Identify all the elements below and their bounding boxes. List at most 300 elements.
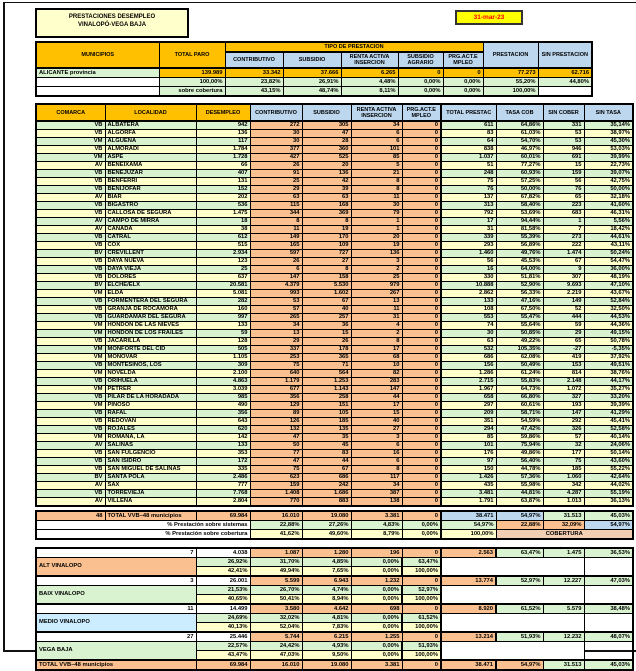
sin-cober-value: 223 <box>543 202 584 210</box>
tasa-cob-value: 49,86% <box>496 450 543 458</box>
col-header-comarca: COMARCA <box>36 104 105 121</box>
desempleo-value: 1.728 <box>196 154 250 162</box>
renta-activa-value: 6 <box>351 130 402 138</box>
localidad-name: DOLORES <box>105 274 196 282</box>
municipality-row <box>36 162 633 170</box>
province-cobertura-value: 100,00% <box>483 87 538 97</box>
comarca-value: 4.642 <box>302 604 351 614</box>
province-cobertura-value <box>538 87 592 97</box>
localidad-name: COX <box>105 242 196 250</box>
localidad-name: DAYA NUEVA <box>105 258 196 266</box>
renta-activa-value: 25 <box>351 274 402 282</box>
pct-cobertura-value: 49,60% <box>302 530 351 540</box>
comarca-value: 1.255 <box>351 632 402 642</box>
province-pct-value: 55,20% <box>483 78 538 87</box>
comarca-code: VM <box>36 370 105 378</box>
sin-tasa-value: 49,51% <box>584 362 633 370</box>
comarca-pct-value: 63,47% <box>402 558 441 567</box>
prg-act-empleo-value: 0 <box>402 258 441 266</box>
province-cobertura-value: 0,00% <box>443 87 483 97</box>
comarca-pct-value: 26,70% <box>250 586 302 595</box>
desempleo-value: 38 <box>196 226 250 234</box>
comarca-label: VEGA BAJA <box>36 642 196 661</box>
comarca-value: 0 <box>402 576 441 586</box>
prg-act-empleo-value: 0 <box>402 218 441 226</box>
subsidio-value: 257 <box>302 314 351 322</box>
municipality-row <box>36 146 633 154</box>
desempleo-value: 997 <box>196 314 250 322</box>
province-value: 0 <box>398 68 443 78</box>
subsidio-value: 45 <box>302 442 351 450</box>
empty-cell <box>36 78 159 87</box>
contributivo-value: 34 <box>250 322 302 330</box>
renta-activa-value: 6 <box>351 442 402 450</box>
total-prestac-value: 611 <box>441 121 496 130</box>
localidad-name: ROJALES <box>105 426 196 434</box>
comarca-pct-value: 4,93% <box>302 642 351 651</box>
renta-activa-value: 2 <box>351 266 402 274</box>
prg-act-empleo-value: 0 <box>402 474 441 482</box>
desempleo-value: 160 <box>196 306 250 314</box>
desempleo-value: 202 <box>196 194 250 202</box>
prg-act-empleo-value: 0 <box>402 490 441 498</box>
sin-cober-value: 222 <box>543 242 584 250</box>
renta-activa-value: 11 <box>351 306 402 314</box>
renta-activa-value: 1 <box>351 218 402 226</box>
tasa-cob-value: 56,40% <box>496 458 543 466</box>
pct-cobertura-value: 8,79% <box>351 530 402 540</box>
sin-cober-value: 331 <box>543 121 584 130</box>
contributivo-value: 159 <box>250 482 302 490</box>
pct-sistemas-value: 27,26% <box>302 521 351 530</box>
desempleo-value: 637 <box>196 274 250 282</box>
comarca-value: 6.215 <box>302 632 351 642</box>
municipality-row <box>36 250 633 258</box>
desempleo-value: 4.863 <box>196 378 250 386</box>
prg-act-empleo-value: 0 <box>402 378 441 386</box>
subsidio-value: 36 <box>302 322 351 330</box>
comarca-code: AV <box>36 482 105 490</box>
renta-activa-value: 19 <box>351 242 402 250</box>
prg-act-empleo-value: 0 <box>402 402 441 410</box>
report-date: 31-mar-23 <box>455 10 523 25</box>
contributivo-value: 75 <box>250 466 302 474</box>
col-header-renta-activa: RENTA ACTIVA INSERCION <box>341 52 398 68</box>
subsidio-value: 686 <box>302 474 351 482</box>
municipality-row <box>36 490 633 498</box>
municipality-row <box>36 450 633 458</box>
sin-cober-value: 4.287 <box>543 490 584 498</box>
total-prestac-value: 1.791 <box>441 498 496 507</box>
localidad-name: CREVILLENT <box>105 250 196 258</box>
desempleo-value: 309 <box>196 362 250 370</box>
comarca-value: 6.943 <box>302 576 351 586</box>
sin-tasa-value: 43,67% <box>584 290 633 298</box>
sin-tasa-value: 47,10% <box>584 282 633 290</box>
comarca-code: VB <box>36 266 105 274</box>
comarca-code: AV <box>36 226 105 234</box>
municipality-row <box>36 226 633 234</box>
tasa-cob-value: 45,53% <box>496 258 543 266</box>
municipality-row <box>36 402 633 410</box>
localidad-name: MONFORTE DEL CID <box>105 346 196 354</box>
total-prestac-value: 209 <box>441 410 496 418</box>
municipality-row <box>36 290 633 298</box>
comarca-value: 1.280 <box>302 548 351 558</box>
province-pct-value: 100,00% <box>159 78 225 87</box>
contributivo-value: 1.408 <box>250 490 302 498</box>
col-header-total-paro: TOTAL PARO <box>159 42 225 68</box>
col-header-subsidio-agrario: SUBSIDIO AGRARIO <box>398 52 443 68</box>
municipality-row <box>36 482 633 490</box>
municipality-row <box>36 378 633 386</box>
comarca-code: VB <box>36 186 105 194</box>
localidad-name: ROMANA, LA <box>105 434 196 442</box>
comarca-value: 8.920 <box>441 604 496 614</box>
total-prestac-value: 16 <box>441 266 496 274</box>
contributivo-value: 129 <box>250 402 302 410</box>
province-pct-value: 44,80% <box>538 78 592 87</box>
contributivo-value: 377 <box>250 146 302 154</box>
tasa-cob-value: 49,76% <box>496 250 543 258</box>
municipality-row <box>36 362 633 370</box>
sin-cober-value: 326 <box>543 426 584 434</box>
comarca-code: VB <box>36 121 105 130</box>
sin-cober-value: 59 <box>543 322 584 330</box>
renta-activa-value: 101 <box>351 146 402 154</box>
subsidio-value: 151 <box>302 402 351 410</box>
total-prestac-value: 3.481 <box>441 490 496 498</box>
tasa-cob-value: 55,83% <box>496 378 543 386</box>
province-value: 0 <box>443 68 483 78</box>
comarca-value: 5.599 <box>250 576 302 586</box>
renta-activa-value: 79 <box>351 210 402 218</box>
municipality-row <box>36 186 633 194</box>
localidad-name: BENEIXAMA <box>105 162 196 170</box>
summary-total-row <box>36 660 633 670</box>
contributivo-value: 47 <box>250 458 302 466</box>
tasa-cob-value: 66,80% <box>496 394 543 402</box>
municipality-row <box>36 354 633 362</box>
summary-total-value: 31.513 <box>543 660 584 670</box>
municipality-row <box>36 258 633 266</box>
total-prestac-value: 351 <box>441 418 496 426</box>
sin-tasa-value: 55,22% <box>584 466 633 474</box>
comarca-pct-sistemas-row <box>36 558 633 567</box>
municipality-row <box>36 210 633 218</box>
province-value: 139.989 <box>159 68 225 78</box>
comarca-label: MEDIO VINALOPO <box>36 614 196 633</box>
total-prestac-value: 176 <box>441 450 496 458</box>
total-prestac-value: 150 <box>441 466 496 474</box>
prg-act-empleo-value: 0 <box>402 386 441 394</box>
comarca-code: VM <box>36 434 105 442</box>
prg-act-empleo-value: 0 <box>402 186 441 194</box>
tasa-cob-value: 63,87% <box>496 498 543 507</box>
prg-act-empleo-value: 0 <box>402 282 441 290</box>
contributivo-value: 993 <box>250 290 302 298</box>
prg-act-empleo-value: 0 <box>402 138 441 146</box>
prg-act-empleo-value: 0 <box>402 234 441 242</box>
pct-sistemas-value: 22,88% <box>250 521 302 530</box>
contributivo-value: 337 <box>250 346 302 354</box>
comarca-pct-value: 50,41% <box>250 595 302 605</box>
total-value: 0 <box>402 511 441 521</box>
contributivo-value: 427 <box>250 154 302 162</box>
comarca-code: VM <box>36 322 105 330</box>
subsidio-value: 369 <box>302 210 351 218</box>
municipality-row <box>36 282 633 290</box>
comarca-value: 698 <box>351 604 402 614</box>
subsidio-value: 109 <box>302 242 351 250</box>
prg-act-empleo-value: 0 <box>402 434 441 442</box>
municipality-row <box>36 410 633 418</box>
renta-activa-value: 3 <box>351 434 402 442</box>
total-value: 3.381 <box>351 511 402 521</box>
province-value: 33.342 <box>225 68 283 78</box>
sin-tasa-value: 36,00% <box>584 266 633 274</box>
tasa-cob-value: 64,73% <box>496 386 543 394</box>
sin-tasa-value: -5,35% <box>584 346 633 354</box>
comarca-paro-total: 14.499 <box>196 604 250 614</box>
comarca-pct-value: 49,94% <box>250 567 302 577</box>
desempleo-value: 777 <box>196 482 250 490</box>
renta-activa-value: 68 <box>351 354 402 362</box>
comarca-pct-value: 100,00% <box>402 651 441 661</box>
tasa-cob-value: 58,40% <box>496 202 543 210</box>
localidad-name: MONÓVAR <box>105 354 196 362</box>
subsidio-value: 883 <box>302 498 351 507</box>
totals-table <box>35 510 634 540</box>
summary-total-label: TOTAL VVB–48 municipios <box>36 660 196 670</box>
tasa-cob-value: 55,98% <box>496 482 543 490</box>
total-prestac-value: 17 <box>441 218 496 226</box>
comarca-code: VM <box>36 402 105 410</box>
municipality-row <box>36 306 633 314</box>
sin-tasa-value: 50,24% <box>584 250 633 258</box>
localidad-name: ALGORFA <box>105 130 196 138</box>
col-header-subsidio: SUBSIDIO <box>283 52 341 68</box>
prg-act-empleo-value: 0 <box>402 394 441 402</box>
contributivo-value: 63 <box>250 194 302 202</box>
contributivo-value: 147 <box>250 274 302 282</box>
sin-tasa-value: 37,92% <box>584 354 633 362</box>
comarca-value: 0 <box>402 604 441 614</box>
prg-act-empleo-value: 0 <box>402 202 441 210</box>
comarca-code: VB <box>36 450 105 458</box>
tasa-cob-value: 50,00% <box>496 186 543 194</box>
prg-act-empleo-value: 0 <box>402 274 441 282</box>
empty-cell <box>441 586 584 605</box>
comarca-code: VB <box>36 458 105 466</box>
province-pct-row <box>36 78 592 87</box>
subsidio-value: 258 <box>302 394 351 402</box>
sin-tasa-value: 41,29% <box>584 410 633 418</box>
localidad-name: CAMPO DE MIRRA <box>105 218 196 226</box>
municipality-row <box>36 121 633 130</box>
renta-activa-value: 138 <box>351 498 402 507</box>
municipality-row <box>36 338 633 346</box>
sin-tasa-value: 33,20% <box>584 394 633 402</box>
comarca-code: VM <box>36 330 105 338</box>
total-prestac-value: 31 <box>441 226 496 234</box>
municipality-row <box>36 386 633 394</box>
localidad-name: ALGUEÑA <box>105 138 196 146</box>
sin-tasa-value: 55,19% <box>584 490 633 498</box>
comarca-code: AV <box>36 442 105 450</box>
total-prestac-value: 2.862 <box>441 290 496 298</box>
total-prestac-value: 63 <box>441 338 496 346</box>
desempleo-value: 172 <box>196 458 250 466</box>
municipality-row <box>36 346 633 354</box>
localidad-name: CAÑADA <box>105 226 196 234</box>
comarca-pct-sistemas-row <box>36 642 633 651</box>
sin-cober-value: 153 <box>543 362 584 370</box>
prg-act-empleo-value: 0 <box>402 346 441 354</box>
col-header-contributivo: CONTRIBUTIVO <box>225 52 283 68</box>
summary-total-value: 3.381 <box>351 660 402 670</box>
prg-act-empleo-value: 0 <box>402 250 441 258</box>
subsidio-value: 168 <box>302 202 351 210</box>
province-pct-value: 0,00% <box>398 78 443 87</box>
total-value: 16.010 <box>250 511 302 521</box>
comarca-pct-value: 0,00% <box>351 586 402 595</box>
comarca-value: 12.232 <box>543 632 584 642</box>
comarca-value: 13.214 <box>441 632 496 642</box>
sin-cober-value: 7 <box>543 226 584 234</box>
desempleo-value: 133 <box>196 322 250 330</box>
total-prestac-value: 838 <box>441 146 496 154</box>
sin-cober-value: 419 <box>543 354 584 362</box>
comarca-code: VM <box>36 386 105 394</box>
sin-cober-value: 52 <box>543 306 584 314</box>
prg-act-empleo-value: 0 <box>402 290 441 298</box>
total-value: 31.513 <box>543 511 584 521</box>
sin-tasa-value: 40,14% <box>584 434 633 442</box>
desempleo-value: 142 <box>196 434 250 442</box>
renta-activa-value: 34 <box>351 482 402 490</box>
total-value: 54,97% <box>496 511 543 521</box>
tasa-cob-value: 64,00% <box>496 266 543 274</box>
col-header-sin-tasa: SIN TASA <box>584 104 633 121</box>
municipalities-table <box>35 103 634 507</box>
localidad-name: HONDÓN DE LAS NIEVES <box>105 322 196 330</box>
col-header-contributivo-2: CONTRIBUTIVO <box>250 104 302 121</box>
comarca-code: BV <box>36 282 105 290</box>
desempleo-value: 123 <box>196 258 250 266</box>
total-prestac-value: 1.286 <box>441 370 496 378</box>
tasa-cob-value: 60,01% <box>496 154 543 162</box>
subsidio-value: 1.253 <box>302 378 351 386</box>
sin-cober-value: 53 <box>543 138 584 146</box>
desempleo-value: 128 <box>196 338 250 346</box>
subsidio-value: 158 <box>302 274 351 282</box>
sin-tasa-value: 36,13% <box>584 498 633 507</box>
province-pct-value: 23,82% <box>225 78 283 87</box>
tasa-cob-value: 58,71% <box>496 410 543 418</box>
sin-cober-value: 65 <box>543 194 584 202</box>
subsidio-value: 1.686 <box>302 490 351 498</box>
comarca-code: VB <box>36 234 105 242</box>
localidad-name: BIAR <box>105 194 196 202</box>
desempleo-value: 620 <box>196 426 250 434</box>
comarca-summary-table <box>35 547 634 671</box>
contributivo-value: 132 <box>250 426 302 434</box>
municipality-row <box>36 202 633 210</box>
comarca-value: 52,97% <box>496 576 543 586</box>
prg-act-empleo-value: 0 <box>402 370 441 378</box>
municipality-row <box>36 498 633 507</box>
comarca-pct-value: 42,41% <box>196 567 250 577</box>
localidad-name: BIGASTRO <box>105 202 196 210</box>
tasa-cob-value: 105,35% <box>496 346 543 354</box>
total-prestac-value: 85 <box>441 434 496 442</box>
desempleo-value: 131 <box>196 178 250 186</box>
comarca-label: ALT VINALOPO <box>36 558 196 577</box>
total-prestac-value: 108 <box>441 306 496 314</box>
total-prestac-value: 156 <box>441 362 496 370</box>
comarca-totals-row <box>36 632 633 642</box>
municipality-row <box>36 466 633 474</box>
report-title-line2: VINALOPÓ-VEGA BAJA <box>77 21 147 28</box>
desempleo-value: 335 <box>196 466 250 474</box>
renta-activa-value: 267 <box>351 290 402 298</box>
province-cobertura-row <box>36 87 592 97</box>
contributivo-value: 25 <box>250 178 302 186</box>
municipality-row <box>36 154 633 162</box>
prg-act-empleo-value: 0 <box>402 498 441 507</box>
sin-tasa-value: 49,15% <box>584 330 633 338</box>
subsidio-value: 35 <box>302 434 351 442</box>
comarca-totals-row <box>36 576 633 586</box>
desempleo-value: 942 <box>196 121 250 130</box>
tasa-cob-value: 61,24% <box>496 370 543 378</box>
sin-tasa-value: 52,58% <box>584 426 633 434</box>
renta-activa-value: 30 <box>351 202 402 210</box>
comarca-municipality-count: 11 <box>36 604 196 614</box>
contributivo-value: 265 <box>250 314 302 322</box>
renta-activa-value: 10 <box>351 362 402 370</box>
total-value: 45,03% <box>584 511 633 521</box>
desempleo-value: 356 <box>196 410 250 418</box>
sin-cober-value: 53 <box>543 130 584 138</box>
empty-cell <box>441 558 584 577</box>
col-header-prestacion: PRESTACION <box>483 42 538 68</box>
sin-tasa-value: 44,61% <box>584 234 633 242</box>
tasa-cob-value: 50,49% <box>496 362 543 370</box>
comarca-value: 36,53% <box>584 548 633 558</box>
comarca-pct-value: 7,65% <box>302 567 351 577</box>
municipality-row <box>36 138 633 146</box>
renta-activa-value: 40 <box>351 418 402 426</box>
comarca-code: VB <box>36 202 105 210</box>
total-value: 19.080 <box>302 511 351 521</box>
sin-cober-value: 292 <box>543 418 584 426</box>
sin-tasa-value: 43,60% <box>584 458 633 466</box>
sin-tasa-value: 50,78% <box>584 338 633 346</box>
total-prestac-value: 51 <box>441 162 496 170</box>
comarca-pct-value: 0,00% <box>351 623 402 633</box>
localidad-name: SAN ISIDRO <box>105 458 196 466</box>
municipality-row <box>36 242 633 250</box>
prg-act-empleo-value: 0 <box>402 242 441 250</box>
tasa-cob-value: 54,70% <box>496 138 543 146</box>
renta-activa-value: 147 <box>351 386 402 394</box>
municipality-row <box>36 194 633 202</box>
desempleo-value: 643 <box>196 418 250 426</box>
sin-cober-value: 75 <box>543 458 584 466</box>
localidad-name: JACARILLA <box>105 338 196 346</box>
